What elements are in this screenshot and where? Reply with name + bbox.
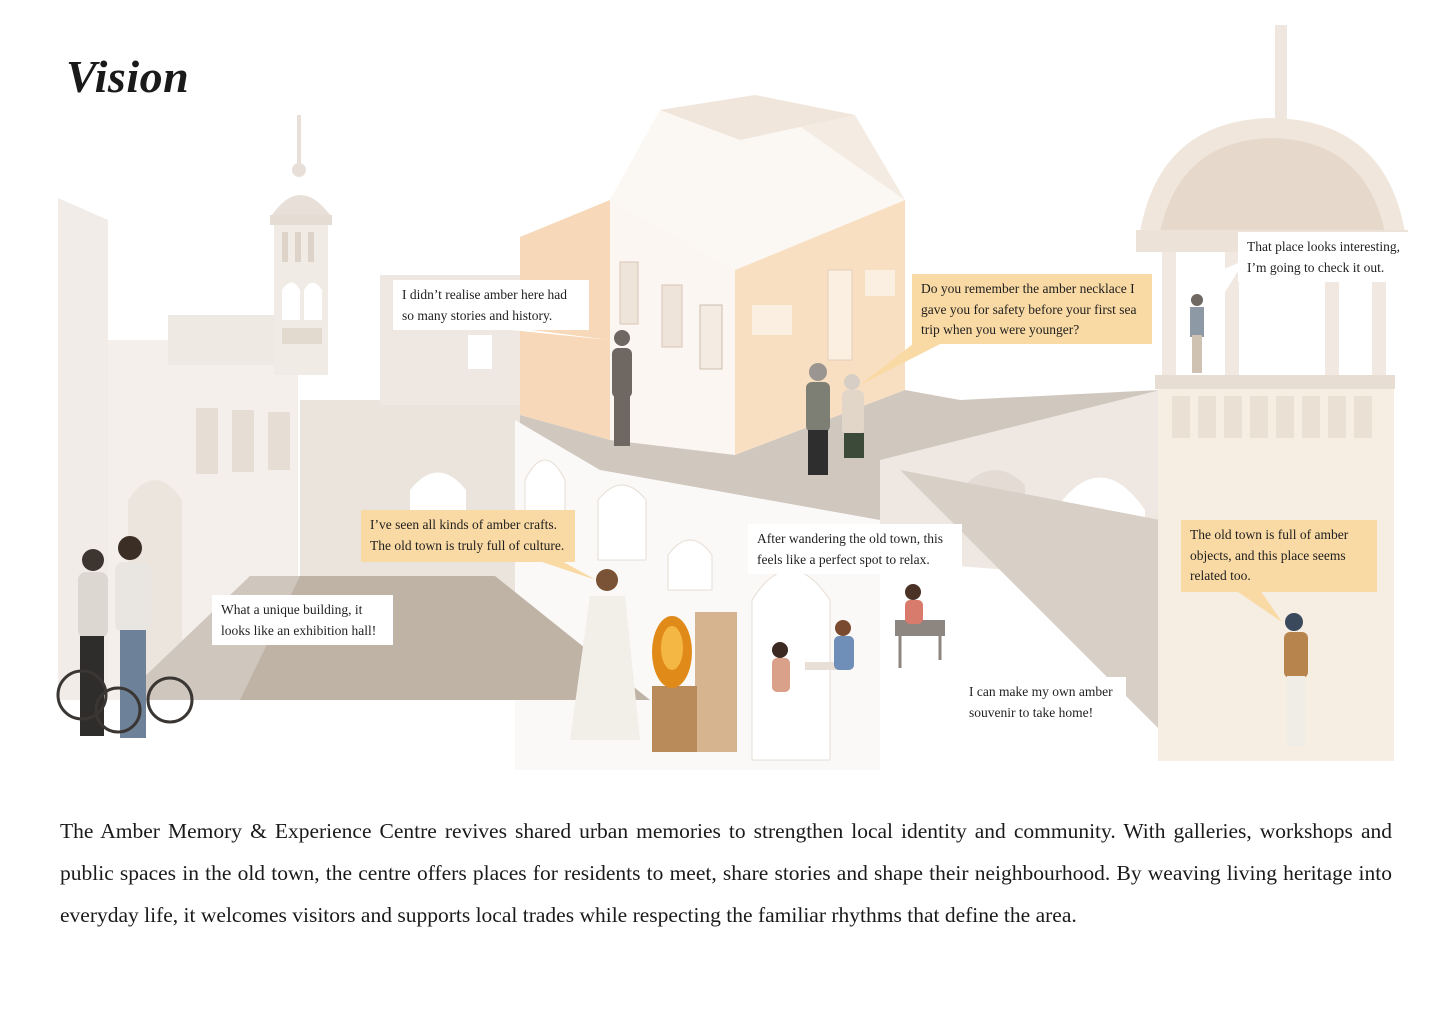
page-title: Vision: [66, 51, 190, 102]
bubble-check-out: That place looks interesting, I’m going to check it out.: [1238, 232, 1416, 282]
bubble-old-town-objects: The old town is full of amber objects, and this place seems related too.: [1181, 520, 1377, 592]
rotunda: [1136, 25, 1408, 761]
bubble-souvenir: I can make my own amber souvenir to take home!: [960, 677, 1126, 727]
bubble-relax: After wandering the old town, this feels like a perfect spot to relax.: [748, 524, 962, 574]
vision-description: The Amber Memory & Experience Centre revives shared urban memories to strengthen local identity and community. With galleries, workshops and public spaces in the old town, the centre offers places for residents to meet, share stories and shape their neighbourhood. By weaving living heritage into everyday life, it welcomes visitors and supports local trades while respecting the familiar rhythms that define the area.: [60, 819, 1392, 927]
bubble-crafts: I’ve seen all kinds of amber crafts. The old town is truly full of culture.: [361, 510, 575, 562]
bubble-necklace: Do you remember the amber necklace I gave you for safety before your first sea trip when you were younger?: [912, 274, 1152, 344]
bubble-unique-building: What a unique building, it looks like an exhibition hall!: [212, 595, 393, 645]
bubble-amber-stories: I didn’t realise amber here had so many stories and history.: [393, 280, 589, 330]
bell-tower: [270, 115, 332, 375]
